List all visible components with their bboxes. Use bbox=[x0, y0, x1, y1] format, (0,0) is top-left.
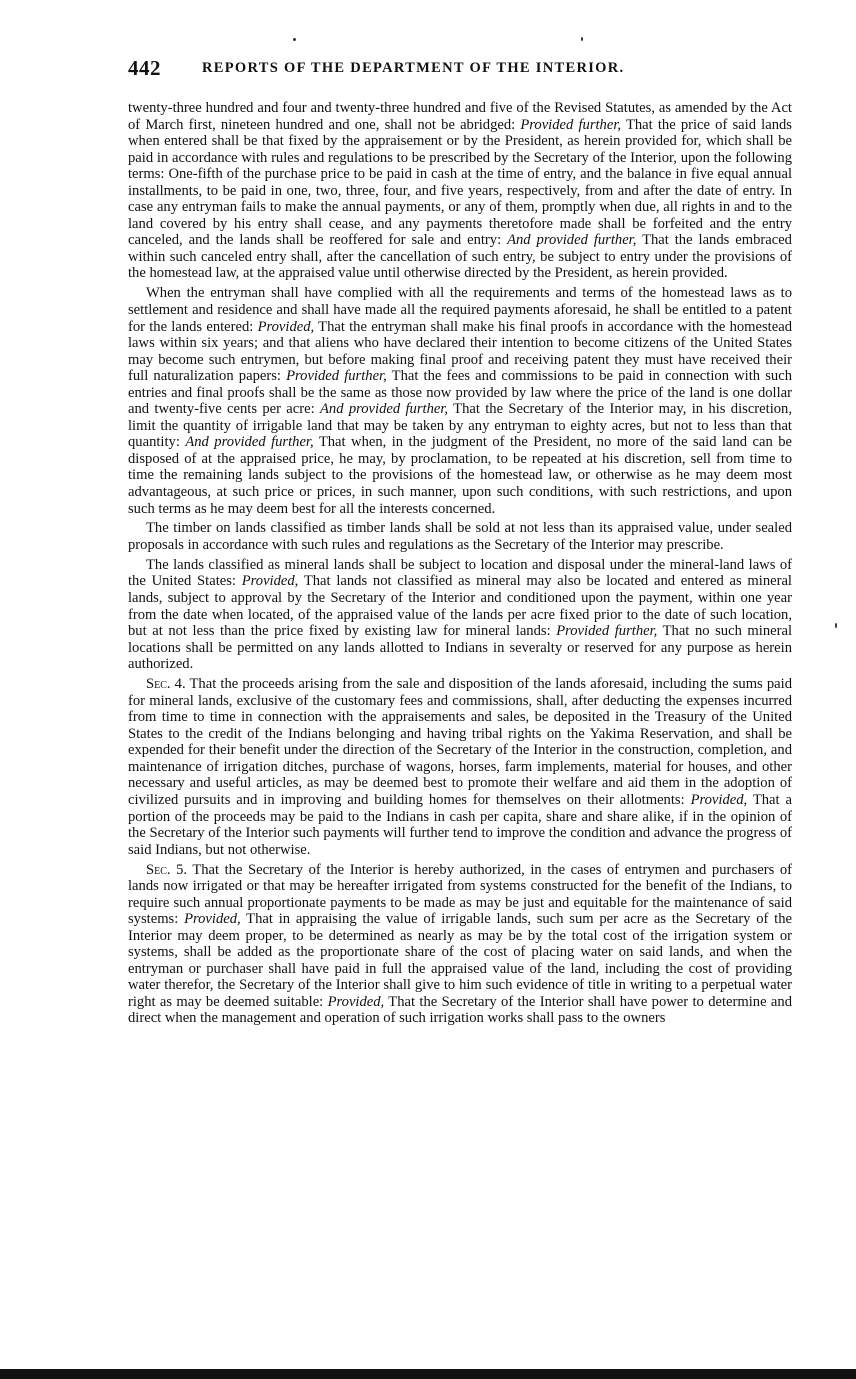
text-run: twenty-three hundred and four and twenty-three hundred and five of the Revised Statutes, as amended by the Act of March first, nineteen hundred and one, shall not be abridged: bbox=[128, 100, 792, 133]
paragraph bbox=[128, 520, 792, 553]
page-header bbox=[128, 56, 722, 80]
paragraph bbox=[128, 285, 792, 517]
section-label: Sec. 5. bbox=[146, 861, 188, 878]
text-run: That the Secretary of the Interior may, in his discretion, limit the quantity of irrigable land that may be taken by any entryman to eighty acres, but not to less than that quantity: bbox=[128, 401, 792, 451]
proviso-phrase: And provided further, bbox=[185, 434, 314, 451]
proviso-phrase: Provided further, bbox=[520, 116, 622, 133]
paragraph bbox=[128, 557, 792, 673]
paragraph bbox=[128, 862, 792, 1027]
proviso-phrase: Provided, bbox=[184, 911, 241, 928]
proviso-phrase: Provided further, bbox=[286, 368, 387, 385]
running-head: REPORTS OF THE DEPARTMENT OF THE INTERIOR. bbox=[202, 60, 625, 76]
proviso-phrase: Provided, bbox=[690, 791, 748, 808]
text-run: When the entryman shall have complied with all the requirements and terms of the homestead laws as to settlement and residence and shall have made all the required payments aforesaid, he shall be entitled to a patent for the lands entered: bbox=[128, 285, 792, 335]
text-run: That in appraising the value of irrigable lands, such sum per acre as the Secretary of the Interior may deem proper, to be determined as nearly as may be by the total cost of the irrigation system or systems, shall be added as the proportionate share of the cost of placing water on said lands, and when the entryman or purchaser shall have paid in full the appraised value of the land, including the cost of providing water therefor, the Secretary of the Interior shall give to him such evidence of title in writing to a perpetual water right as may be deemed suitable: bbox=[128, 911, 793, 1010]
text-run: The timber on lands classified as timber lands shall be sold at not less than its appraised value, under sealed proposals in accordance with such rules and regulations as the Secretary of the Interior may prescribe. bbox=[128, 520, 792, 553]
section-label: Sec. 4. bbox=[146, 676, 186, 693]
proviso-phrase: Provided further, bbox=[556, 623, 658, 640]
text-run: That the lands embraced within such canceled entry shall, after the cancellation of such entry, be subject to entry under the provisions of the homestead law, at the appraised value until otherwise directed by the President, as herein provided. bbox=[128, 232, 792, 282]
text-run: That the proceeds arising from the sale and disposition of the lands aforesaid, including the sums paid for mineral lands, exclusive of the customary fees and commissions, shall, after deducting the expenses incurred from time to time in connection with the appraisements and sales, be deposited in the Treasury of the United States to the credit of the Indians belonging and having tribal rights on the Yakima Reservation, and shall be expended for their benefit under the direction of the Secretary of the Interior in the construction, completion, and maintenance of irrigation ditches, purchase of wagons, horses, farm implements, material for houses, and other necessary and useful articles, as may be deemed best to promote their welfare and aid them in the adoption of civilized pursuits and in improving and building homes for themselves on their allotments: bbox=[128, 676, 793, 808]
proviso-phrase: Provided, bbox=[241, 573, 299, 590]
proviso-phrase: And provided further, bbox=[507, 232, 637, 249]
text-run: That the entryman shall make his final proofs in accordance with the homestead laws within six years; and that aliens who have declared their intention to become citizens of the United States may become such entrymen, but before making final proof and receiving patent they must have received their full naturalization papers: bbox=[128, 318, 792, 385]
text-run: That the price of said lands when entered shall be that fixed by the appraisement or by the President, as herein provided for, which shall be paid in accordance with rules and regulations to be prescribed by the Secretary of the Interior, upon the following terms: One-fifth of the purchase price to be paid in cash at the time of entry, and the balance in five equal annual installments, to be paid in one, two, three, four, and five years, respectively, from and after the date of entry. In case any entryman fails to make the annual payments, or any of them, promptly when due, all rights in and to the land covered by his entry shall cease, and any payments theretofore made shall be forfeited and the entry canceled, and the lands shall be reoffered for sale and entry: bbox=[128, 116, 792, 249]
text-run: That no such mineral locations shall be permitted on any lands allotted to Indians in severalty or reserved for any purpose as herein authorized. bbox=[128, 623, 793, 673]
text-run: The lands classified as mineral lands shall be subject to location and disposal under the mineral-land laws of the United States: bbox=[128, 556, 792, 590]
paragraph bbox=[128, 100, 792, 282]
body-text bbox=[128, 100, 792, 1030]
proviso-phrase: Provided, bbox=[257, 318, 315, 335]
print-speck bbox=[835, 623, 837, 628]
proviso-phrase: And provided further, bbox=[319, 401, 449, 418]
text-run: That the fees and commissions to be paid in connection with such entries and final proofs shall be the same as those now provided by law where the price of the land is one dollar and twenty-five cents per acre: bbox=[128, 368, 792, 418]
text-run: That the Secretary of the Interior is hereby authorized, in the cases of entrymen and purchasers of lands now irrigated or that may be hereafter irrigated from systems constructed for the benefit of the Indians, to require such annual proportionate payments to be made as may be just and equitable for the maintenance of said systems: bbox=[128, 861, 792, 928]
paragraph bbox=[128, 676, 792, 858]
print-speck bbox=[581, 37, 583, 41]
print-speck bbox=[293, 38, 296, 41]
text-run: That the Secretary of the Interior shall have power to determine and direct when the management and operation of such irrigation works shall pass to the owners bbox=[128, 993, 792, 1027]
text-run: That when, in the judgment of the President, no more of the said land can be disposed of at the appraised price, he may, by proclamation, to be repeated at his discretion, sell from time to time the remaining lands subject to the provisions of the homestead law, or otherwise as he may deem most advantageous, at such price or prices, in such manner, upon such conditions, with such restrictions, and upon such terms as he may deem best for all the interests concerned. bbox=[128, 434, 792, 517]
page-number: 442 bbox=[128, 56, 161, 80]
proviso-phrase: Provided, bbox=[327, 993, 385, 1010]
text-run: That a portion of the proceeds may be paid to the Indians in cash per capita, share and share alike, if in the opinion of the Secretary of the Interior such payments will further tend to improve the condition and advance the progress of said Indians, but not otherwise. bbox=[128, 791, 792, 858]
scan-edge bbox=[0, 1369, 856, 1379]
text-run: That lands not classified as mineral may also be located and entered as mineral lands, subject to approval by the Secretary of the Interior and conditioned upon the payment, within one year from the date when located, of the appraised value of the lands per acre fixed prior to the date of such location, but at not less than the price fixed by existing law for mineral lands: bbox=[128, 573, 792, 640]
